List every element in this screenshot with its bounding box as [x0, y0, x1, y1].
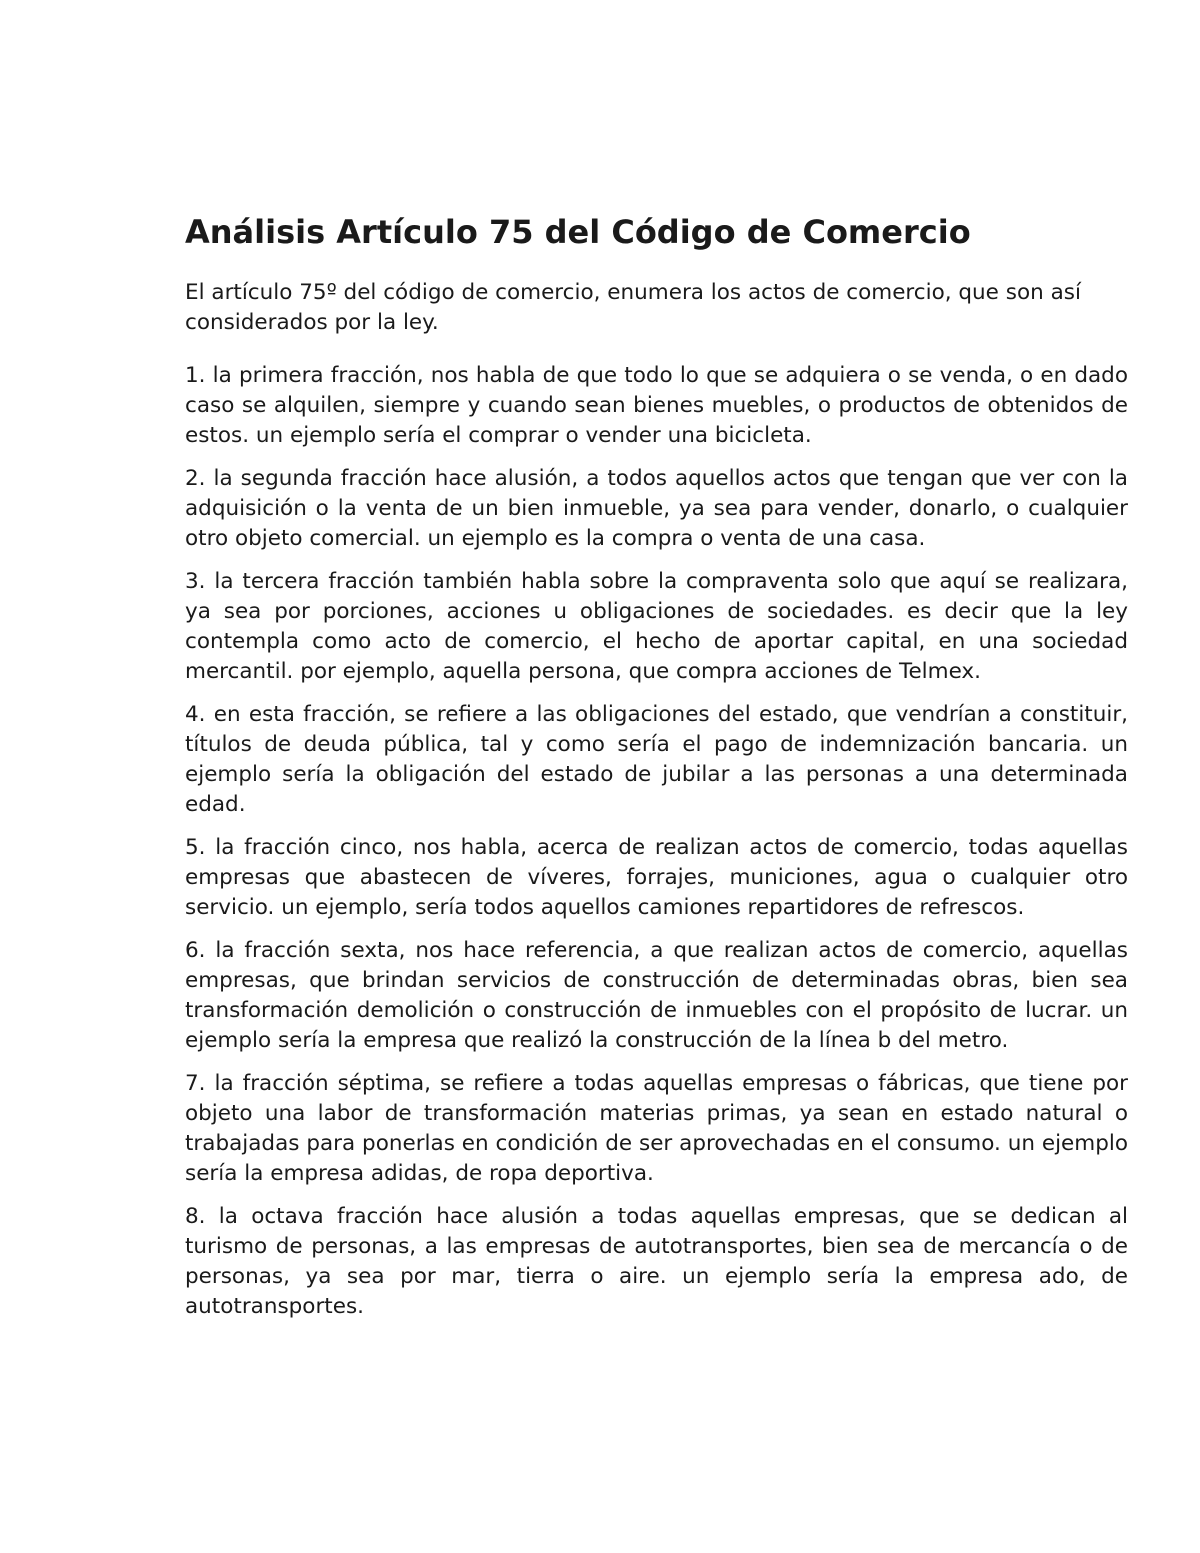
fraction-item-7: 7. la fracción séptima, se refiere a todas aquellas empresas o fábricas, que tiene por objeto una labor de transformación materias primas, ya sean en estado natural o trabajadas para ponerlas en condición de ser aprovechadas en el consumo. un ejemplo sería la empresa adidas, de ropa deportiva.	[185, 1071, 1128, 1186]
fraction-item-3: 3. la tercera fracción también habla sobre la compraventa solo que aquí se realizara, ya sea por porciones, acciones u obligaciones de sociedades. es decir que la ley contempla como acto de comercio, el hecho de aportar capital, en una sociedad mercantil. por ejemplo, aquella persona, que compra acciones de Telmex.	[185, 569, 1128, 684]
fraction-item-4: 4. en esta fracción, se refiere a las obligaciones del estado, que vendrían a constituir, títulos de deuda pública, tal y como sería el pago de indemnización bancaria. un ejemplo sería la obligación del estado de jubilar a las personas a una determinada edad.	[185, 702, 1128, 817]
fraction-item-2: 2. la segunda fracción hace alusión, a todos aquellos actos que tengan que ver con la adquisición o la venta de un bien inmueble, ya sea para vender, donarlo, o cualquier otro objeto comercial. un ejemplo es la compra o venta de una casa.	[185, 466, 1128, 551]
intro-paragraph: El artículo 75º del código de comercio, enumera los actos de comercio, que son así considerados por la ley.	[185, 280, 1081, 335]
document-body	[185, 206, 1128, 1335]
fraction-item-8: 8. la octava fracción hace alusión a todas aquellas empresas, que se dedican al turismo de personas, a las empresas de autotransportes, bien sea de mercancía o de personas, ya sea por mar, tierra o aire. un ejemplo sería la empresa ado, de autotransportes.	[185, 1204, 1128, 1319]
fraction-item-1: 1. la primera fracción, nos habla de que todo lo que se adquiera o se venda, o en dado caso se alquilen, siempre y cuando sean bienes muebles, o productos de obtenidos de estos. un ejemplo sería el comprar o vender una bicicleta.	[185, 363, 1128, 448]
fraction-item-5: 5. la fracción cinco, nos habla, acerca de realizan actos de comercio, todas aquellas empresas que abastecen de víveres, forrajes, municiones, agua o cualquier otro servicio. un ejemplo, sería todos aquellos camiones repartidores de refrescos.	[185, 835, 1128, 920]
fraction-item-6: 6. la fracción sexta, nos hace referencia, a que realizan actos de comercio, aquellas empresas, que brindan servicios de construcción de determinadas obras, bien sea transformación demolición o construcción de inmuebles con el propósito de lucrar. un ejemplo sería la empresa que realizó la construcción de la línea b del metro.	[185, 938, 1128, 1053]
document-title: Análisis Artículo 75 del Código de Comercio	[185, 213, 971, 251]
